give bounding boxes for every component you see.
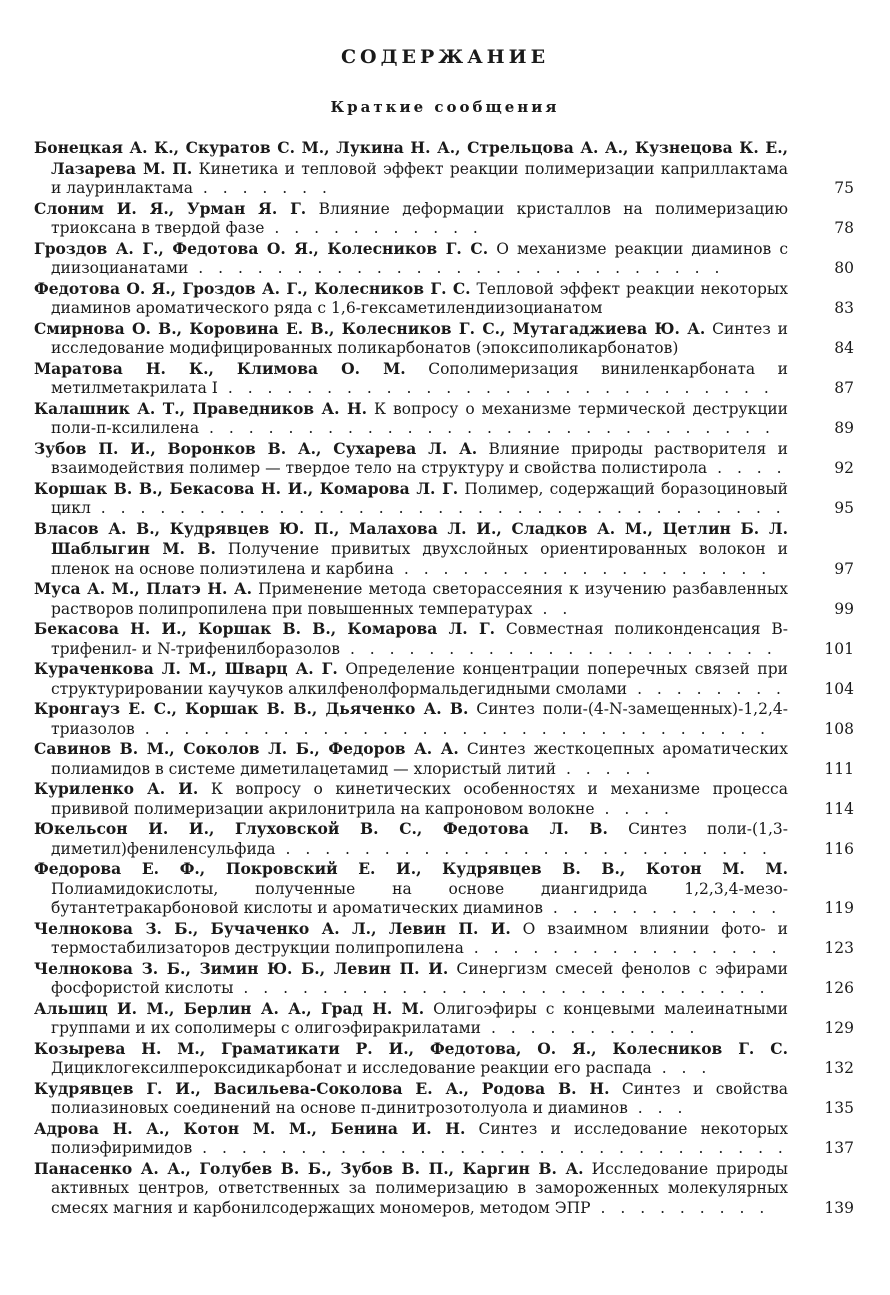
entry-page: 84 bbox=[834, 339, 854, 357]
entry-title: Синтез поли-(4-N-замещенных)-1,2,4-триазолов bbox=[51, 700, 788, 738]
entry-title: Сополимеризация виниленкарбоната и метилметакрилата I bbox=[51, 359, 788, 397]
entry-title: Синтез жесткоцепных ароматических полиамидов в системе диметилацетамид — хлористый литий bbox=[51, 740, 788, 778]
entry-page: 83 bbox=[834, 299, 854, 317]
entry-title: Синтез и исследование модифицированных поликарбонатов (эпоксиполикарбонатов) bbox=[51, 319, 788, 357]
entry-authors: Панасенко А. А., Голубев В. Б., Зубов В. П., Каргин В. А. bbox=[34, 1158, 584, 1178]
entry-title: Влияние деформации кристаллов на полимеризацию триоксана в твердой фазе bbox=[51, 199, 788, 237]
toc-entry[interactable] bbox=[34, 318, 854, 359]
entry-page: 132 bbox=[824, 1059, 854, 1077]
entry-authors: Юкельсон И. И., Глуховской В. С., Федотова Л. В. bbox=[34, 819, 608, 838]
entry-authors: Кронгауз Е. С., Коршак В. В., Дьяченко А. В. bbox=[34, 699, 469, 718]
toc-entry[interactable] bbox=[34, 859, 854, 919]
entry-title: Дициклогексилпероксидикарбонат и исследование реакции его распада bbox=[51, 1059, 652, 1077]
toc-entry[interactable] bbox=[34, 1078, 854, 1119]
dot-leader: . . . . . . . . . . . . . . . . . . . . . . . . . . . . . . . . . . . bbox=[90, 499, 786, 517]
entry-authors: Федотова О. Я., Гроздов А. Г., Колесников Г. С. bbox=[34, 278, 471, 298]
entry-authors: Гроздов А. Г., Федотова О. Я., Колесников Г. С. bbox=[34, 238, 489, 258]
dot-leader: . . . . . bbox=[556, 759, 656, 778]
entry-page: 75 bbox=[834, 179, 854, 197]
toc-entry[interactable] bbox=[34, 278, 854, 319]
toc-entry[interactable] bbox=[34, 739, 854, 779]
toc-entry[interactable] bbox=[34, 1158, 854, 1219]
toc-entry[interactable] bbox=[34, 398, 854, 439]
entry-page: 116 bbox=[824, 839, 854, 858]
toc-entry[interactable] bbox=[34, 478, 854, 519]
entry-authors: Альшиц И. М., Берлин А. А., Град Н. М. bbox=[34, 998, 425, 1018]
toc-entry[interactable] bbox=[34, 779, 854, 819]
entry-authors: Слоним И. Я., Урман Я. Г. bbox=[34, 198, 307, 218]
entry-authors: Курачeнкова Л. М., Шварц А. Г. bbox=[34, 659, 338, 678]
entry-page: 111 bbox=[824, 759, 854, 778]
entry-page: 78 bbox=[834, 219, 854, 237]
page-title: СОДЕРЖАНИЕ bbox=[340, 46, 550, 68]
entry-authors: Кудрявцев Г. И., Васильева-Соколова Е. А., Родова В. Н. bbox=[34, 1078, 610, 1098]
entry-title: О взаимном влиянии фото- и термостабилизаторов деструкции полипропилена bbox=[51, 919, 789, 957]
entry-authors: Маратова Н. К., Климова О. М. bbox=[34, 358, 406, 378]
dot-leader: . . . . . . . . . bbox=[590, 1198, 770, 1217]
entry-title: Синергизм смесей фенолов с эфирами фосфористой кислоты bbox=[51, 959, 788, 997]
dot-leader: . . . . . . . . . . . . . . . . . . . . . . . . . . . . . . bbox=[192, 1139, 788, 1157]
dot-leader: . . . bbox=[627, 1099, 688, 1117]
toc-entry[interactable] bbox=[34, 138, 854, 199]
toc-entry[interactable] bbox=[34, 198, 854, 239]
dot-leader: . . . . . . . . . . . . . . . . . . . . . . bbox=[340, 639, 777, 658]
entry-title: Синтез и исследование некоторых полиэфиримидов bbox=[51, 1119, 788, 1157]
entry-title: Синтез и свойства полиазиновых соединений на основе п-динитрозотолуола и диаминов bbox=[51, 1079, 788, 1117]
toc-entry[interactable] bbox=[34, 619, 854, 659]
entry-title: Получение привитых двухслойных ориентированных волокон и пленок на основе полиэтилена и карбина bbox=[51, 540, 789, 578]
toc-entry[interactable] bbox=[34, 1118, 854, 1159]
dot-leader: . . . . bbox=[594, 799, 674, 818]
entry-title: К вопросу о кинетических особенностях и механизме процесса прививой полимеризации акрилонитрила на капроновом волокне bbox=[51, 780, 788, 818]
entry-page: 126 bbox=[824, 979, 854, 997]
dot-leader: . . bbox=[532, 599, 573, 618]
toc-entry[interactable] bbox=[34, 819, 854, 859]
entry-authors: Бонецкая А. К., Скуратов С. М., Лукина Н. А., Стрельцова А. А., Кузнецова К. Е., Лазарева М. П. bbox=[34, 138, 788, 178]
dot-leader: . . . . bbox=[707, 459, 787, 477]
entry-page: 129 bbox=[824, 1019, 854, 1037]
toc-entry[interactable] bbox=[34, 579, 854, 619]
section-title: Краткие сообщения bbox=[330, 98, 560, 116]
entry-authors: Козырева Н. М., Граматикати Р. И., Федотова, О. Я., Колесников Г. С. bbox=[34, 1038, 788, 1058]
entry-page: 137 bbox=[824, 1139, 854, 1157]
entry-authors: Коршак В. В., Бекасова Н. И., Комарова Л. Г. bbox=[34, 478, 459, 498]
entry-page: 135 bbox=[824, 1099, 854, 1117]
entry-authors: Смирнова О. В., Коровина Е. В., Колесников Г. С., Мутагаджиева Ю. А. bbox=[34, 318, 706, 338]
dot-leader: . . . . . . . . . . . . . . . . bbox=[463, 939, 782, 957]
toc-list bbox=[0, 138, 890, 1218]
entry-title: Синтез поли-(1,3-диметил)фениленсульфида bbox=[51, 820, 788, 858]
entry-page: 104 bbox=[824, 679, 854, 698]
dot-leader: . . . . . . . . . . . . . . . . . . . . . . . . . . . . . . . . bbox=[134, 719, 771, 738]
entry-title: Совместная поликонденсация В-трифенил- и N-трифенилборазолов bbox=[51, 620, 788, 658]
entry-page: 80 bbox=[834, 259, 854, 277]
toc-entry[interactable] bbox=[34, 358, 854, 399]
dot-leader: . . . . . . . . . . . . . . . . . . . . . . . . . . . bbox=[233, 979, 770, 997]
toc-entry[interactable] bbox=[34, 518, 854, 580]
entry-page: 92 bbox=[834, 459, 854, 477]
entry-title: Кинетика и тепловой эффект реакции полимеризации каприллактама и лауринлактама bbox=[51, 159, 788, 197]
entry-title: Тепловой эффект реакции некоторых диаминов ароматического ряда с 1,6-гексаметилендиизоцианатом bbox=[51, 279, 788, 317]
entry-authors: Зубов П. И., Воронков В. А., Сухарева Л. А. bbox=[34, 438, 478, 458]
dot-leader: . . . bbox=[651, 1059, 712, 1077]
entry-page: 108 bbox=[824, 719, 854, 738]
toc-entry[interactable] bbox=[34, 238, 854, 279]
entry-page: 139 bbox=[824, 1198, 854, 1217]
dot-leader: . . . . . . . . . . . bbox=[264, 219, 483, 237]
entry-page: 119 bbox=[824, 899, 854, 917]
entry-authors: Челнокова З. Б., Зимин Ю. Б., Левин П. И. bbox=[34, 958, 449, 978]
entry-authors: Куриленко А. И. bbox=[34, 779, 199, 798]
dot-leader: . . . . . . . . . . . . . . . . . . . . . . . . . . . . bbox=[217, 379, 774, 397]
entry-authors: Адрова Н. А., Котон М. М., Бенина И. Н. bbox=[34, 1118, 466, 1138]
toc-entry[interactable] bbox=[34, 699, 854, 739]
toc-entry[interactable] bbox=[34, 958, 854, 999]
dot-leader: . . . . . . . . . . . bbox=[481, 1019, 700, 1037]
entry-title: О механизме реакции диаминов с диизоцианатами bbox=[51, 239, 789, 277]
entry-title: Полиамидокислоты, полученные на основе диангидрида 1,2,3,4-мезо-бутантетракарбоновой кислоты и ароматических диаминов bbox=[51, 879, 788, 917]
entry-authors: Федорова Е. Ф., Покровский Е. И., Кудрявцев В. В., Котон М. М. bbox=[34, 859, 788, 878]
entry-authors: Бекасова Н. И., Коршак В. В., Комарова Л. Г. bbox=[34, 619, 496, 638]
entry-page: 87 bbox=[834, 379, 854, 397]
entry-authors: Муса А. М., Платэ Н. А. bbox=[34, 579, 252, 598]
dot-leader: . . . . . . . . . . . . . . . . . . . bbox=[393, 559, 772, 578]
entry-authors: Калашник А. Т., Праведников А. Н. bbox=[34, 398, 368, 418]
dot-leader: . . . . . . . . bbox=[627, 679, 786, 698]
entry-authors: Савинов В. М., Соколов Л. Б., Федоров А. А. bbox=[34, 739, 459, 758]
toc-entry[interactable] bbox=[34, 998, 854, 1039]
entry-page: 97 bbox=[834, 559, 854, 578]
entry-page: 114 bbox=[824, 799, 854, 818]
entry-page: 95 bbox=[834, 499, 854, 517]
dot-leader: . . . . . . . bbox=[192, 179, 332, 197]
dot-leader: . . . . . . . . . . . . . . . . . . . . . . . . . . . . . bbox=[199, 419, 775, 437]
entry-title: Олигоэфиры с концевыми малеинатными группами и их сополимеры с олигоэфиракрилатами bbox=[51, 999, 788, 1037]
dot-leader: . . . . . . . . . . . . . . . . . . . . . . . . . bbox=[275, 839, 772, 858]
entry-title: Определение концентрации поперечных связей при структурировании каучуков алкилфенолформальдегидными смолами bbox=[51, 660, 788, 698]
entry-title: Полимер, содержащий боразоциновый цикл bbox=[51, 479, 788, 517]
entry-authors: Власов А. В., Кудрявцев Ю. П., Малахова Л. И., Сладков А. М., Цетлин Б. Л. Шаблыгин М. В. bbox=[34, 518, 788, 558]
toc-entry[interactable] bbox=[34, 438, 854, 479]
entry-page: 99 bbox=[834, 599, 854, 618]
entry-page: 89 bbox=[834, 419, 854, 437]
entry-title: Исследование природы активных центров, ответственных за полимеризацию в замороженных молекулярных смесях магния и карбонилсодержащих мономеров, методом ЭПР bbox=[51, 1159, 788, 1217]
entry-authors: Челнокова З. Б., Бучаченко А. Л., Левин П. И. bbox=[34, 918, 511, 938]
entry-page: 123 bbox=[824, 939, 854, 957]
toc-entry[interactable] bbox=[34, 659, 854, 699]
dot-leader: . . . . . . . . . . . . . . . . . . . . . . . . . . . bbox=[188, 259, 725, 277]
dot-leader: . . . . . . . . . . . . bbox=[542, 899, 782, 917]
toc-entry[interactable] bbox=[34, 918, 854, 959]
toc-entry[interactable] bbox=[34, 1038, 854, 1079]
entry-title: Применение метода светорассеяния к изучению разбавленных растворов полипропилена при повышенных температурах bbox=[51, 580, 788, 618]
entry-page: 101 bbox=[824, 639, 854, 658]
entry-title: Влияние природы растворителя и взаимодействия полимер — твердое тело на структуру и свойства полистирола bbox=[51, 439, 788, 477]
entry-title: К вопросу о механизме термической деструкции поли-п-ксилилена bbox=[51, 399, 788, 437]
